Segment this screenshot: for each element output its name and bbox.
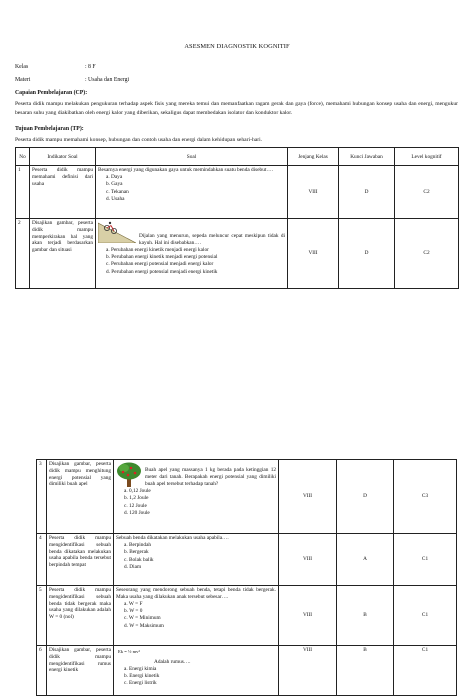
question-text: Dijalan yang menurun, sepeda meluncur cepat meskipun tidak di kayuh. Hal ini disebabkan…. — [139, 233, 285, 246]
header-indikator: Indikator Soal — [30, 148, 96, 166]
row-jenjang: VIII — [279, 460, 337, 534]
assessment-table-part2 — [36, 459, 457, 696]
option-a: a. W = F — [124, 600, 143, 607]
row-kunci: D — [339, 166, 395, 219]
row-level: C2 — [395, 166, 459, 219]
row-kunci: B — [337, 646, 394, 696]
row-no: 2 — [16, 219, 30, 289]
header-no: No — [16, 148, 30, 166]
question-text: Adalah rumus…. — [154, 658, 191, 665]
row-no: 4 — [37, 534, 47, 586]
cp-heading: Capaian Pembelajaran (CP): — [15, 90, 88, 96]
kelas-label: Kelas — [15, 64, 29, 70]
option-d: d. Perubahan energi potensial menjadi energi kinetik — [106, 268, 218, 275]
row-jenjang: VIII — [279, 646, 337, 696]
question-text: Besarnya energi yang digunakan gaya untuk memindahkan suatu benda disebut…. — [98, 167, 273, 173]
option-c: c. W = Minimum — [124, 615, 161, 622]
table-row — [16, 166, 459, 219]
row-jenjang: VIII — [288, 219, 339, 289]
answer-options — [116, 542, 276, 572]
option-b: b. Energi kinetik — [124, 673, 160, 679]
header-jenjang: Jenjang Kelas — [288, 148, 339, 166]
row-level: C2 — [395, 219, 459, 289]
row-level: C1 — [394, 586, 457, 646]
option-a: a. Energi kimia — [124, 665, 157, 672]
header-level: Level kognitif — [395, 148, 459, 166]
table-row — [37, 586, 457, 646]
option-a: a. 0,12 Joule — [124, 488, 151, 494]
option-d: d. Usaha — [106, 196, 125, 203]
table-row — [37, 534, 457, 586]
row-soal-cell — [96, 219, 288, 289]
option-b: b. W = 0 — [124, 608, 143, 614]
option-d: d. 120 Joule — [124, 510, 150, 517]
option-c: c. Energi listrik — [124, 680, 157, 687]
option-d: d. W = Maksimum — [124, 622, 164, 629]
apple-tree-image — [116, 462, 142, 488]
row-level: C1 — [394, 534, 457, 586]
row-jenjang: VIII — [279, 586, 337, 646]
tp-text: Peserta didik mampu memahami konsep, hubungan dan contoh usaha dan energi dalam kehidupan sehari-hari. — [15, 137, 263, 143]
tp-heading: Tujuan Pembelajaran (TP): — [15, 126, 84, 132]
option-c: c. 12 Joule — [124, 502, 147, 509]
downhill-bicycle-image — [98, 221, 136, 243]
option-c: c. Perubahan energi potensial menjadi energi kalor — [106, 261, 214, 268]
question-text: Seseorang yang mendorong sebuah benda, tetapi benda tidak bergerak. Maka usaha yang dilakukan anak tersebut sebesar…. — [116, 587, 276, 600]
page-title: ASESMEN DIAGNOSTIK KOGNITIF — [184, 43, 290, 50]
kinetic-energy-formula: Ek = ½ mv² — [118, 649, 140, 654]
option-a: a. Daya — [106, 173, 123, 180]
option-b: b. Gaya — [106, 181, 123, 188]
option-b: b. 1,2 Joule — [124, 495, 149, 502]
cp-text: Peserta didik mampu melakukan pengukuran terhadap aspek fisis yang mereka temui dan memanfaatkan ragam gerak dan gaya (force), memahami hubungan konsep usaha dan energi, mengukur besaran suhu yang diakibatkan oleh energi kalor yang diberikan, sekaligus dapat membedakan isolator dan konduktor kalor. — [15, 101, 458, 116]
row-indikator: Disajikan gambar, peserta didik mampu mengidentifikasi rumus energi kinetik — [47, 646, 114, 696]
table-header-row — [16, 148, 459, 166]
header-kunci: Kunci Jawaban — [339, 148, 395, 166]
row-soal-cell — [114, 534, 279, 586]
kelas-value: : 8 F — [85, 64, 96, 70]
row-indikator: Disajikan gambar, peserta didik mampu menghitung energi potensial yang dimiliki buah apel — [47, 460, 114, 534]
row-jenjang: VIII — [279, 534, 337, 586]
row-no: 1 — [16, 166, 30, 219]
row-soal-cell — [96, 166, 288, 219]
row-indikator: Peserta didik mampu memahami definisi dari usaha — [30, 166, 96, 219]
option-a: a. Berpindah — [124, 541, 152, 548]
answer-options — [116, 488, 276, 518]
row-kunci: A — [337, 534, 394, 586]
row-no: 5 — [37, 586, 47, 646]
row-no: 6 — [37, 646, 47, 696]
assessment-table-part1 — [15, 147, 459, 289]
question-text: Sebuah benda dikatakan melakukan usaha apabila…. — [116, 535, 229, 541]
row-level: C1 — [394, 646, 457, 696]
option-d: d. Diam — [124, 564, 142, 571]
option-b: b. Perubahan energi kinetik menjadi energi potensial — [106, 254, 218, 260]
answer-options — [116, 666, 276, 688]
row-level: C3 — [394, 460, 457, 534]
option-c: c. Bolak balik — [124, 556, 154, 563]
row-jenjang: VIII — [288, 166, 339, 219]
materi-label: Materi — [15, 77, 31, 83]
question-text: Buah apel yang massanya 1 kg berada pada ketinggian 12 meter dari tanah. Berapakah energi potensial yang dimiliki buah apel tersebut terhadap tanah? — [145, 467, 276, 487]
option-b: b. Bergerak — [124, 549, 149, 556]
table-row — [16, 219, 459, 289]
answer-options — [116, 601, 276, 631]
row-no: 3 — [37, 460, 47, 534]
row-kunci: D — [337, 460, 394, 534]
answer-options — [98, 247, 285, 277]
row-indikator: Disajikan gambar, peserta didik mampu memperkirakan hal yang akan terjadi berdasarkan gambar dan situasi — [30, 219, 96, 289]
row-soal-cell — [114, 646, 279, 696]
row-indikator: Peserta didik mampu mengidentifikasi sebuah benda tidak bergerak maka usaha yang dilakukan adalah W = 0 (nol) — [47, 586, 114, 646]
row-soal-cell — [114, 460, 279, 534]
table-row — [37, 460, 457, 534]
row-kunci: D — [339, 219, 395, 289]
row-soal-cell — [114, 586, 279, 646]
header-soal: Soal — [96, 148, 288, 166]
table-row — [37, 646, 457, 696]
row-kunci: B — [337, 586, 394, 646]
answer-options — [98, 174, 285, 204]
option-c: c. Tekanan — [106, 188, 129, 195]
row-indikator: Peserta didik mampu mengidentifikasi sebuah benda dikatakan melakukan usaha apabila benda tersebut berpindah tempat — [47, 534, 114, 586]
materi-value: : Usaha dan Energi — [85, 77, 130, 83]
option-a: a. Perubahan energi kinetik menjadi energi kalor — [106, 246, 209, 253]
